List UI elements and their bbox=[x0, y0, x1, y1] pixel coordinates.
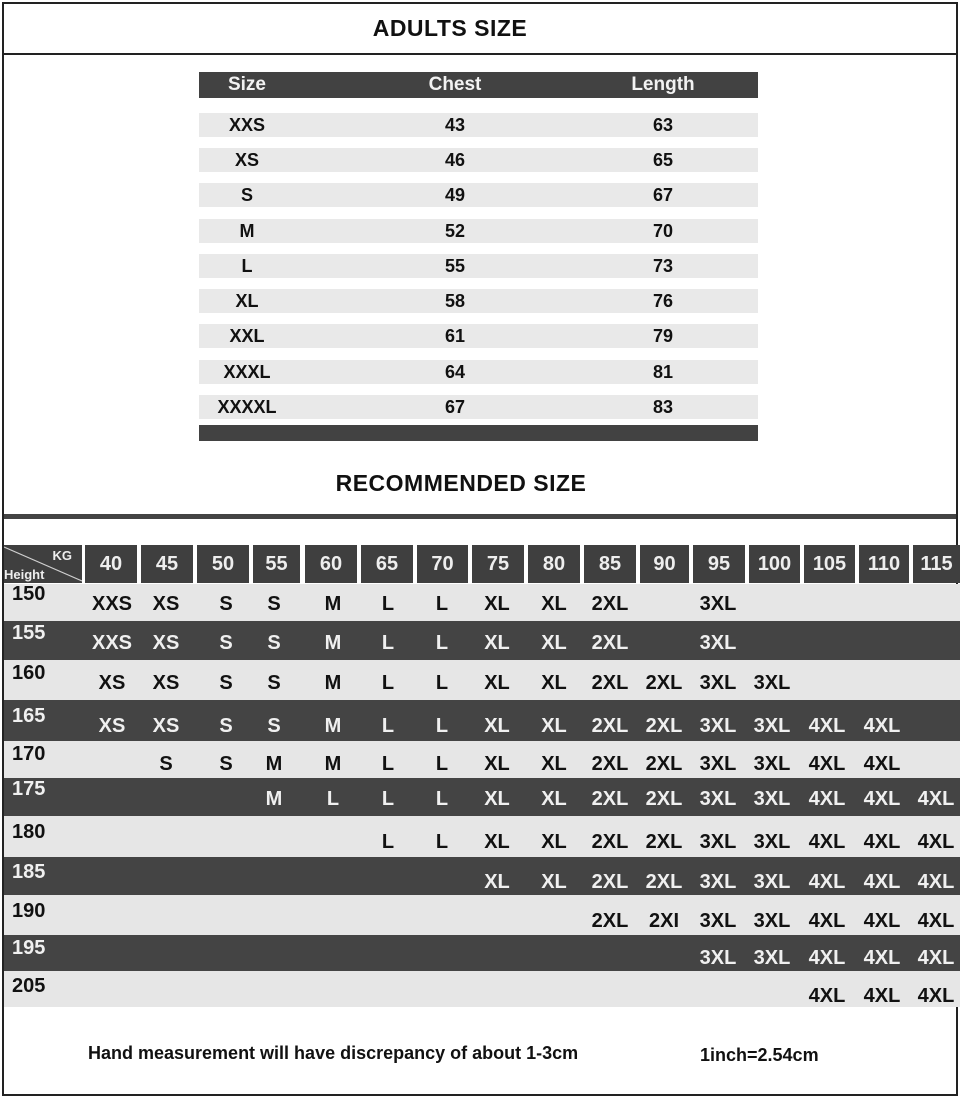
size-row bbox=[199, 113, 758, 137]
chest-cell: 55 bbox=[444, 255, 466, 276]
recommended-size-cell: 4XL bbox=[917, 985, 955, 1007]
recommended-size-cell: 2XL bbox=[591, 871, 629, 893]
header-length: Length bbox=[631, 74, 695, 95]
adults-size-table bbox=[199, 72, 758, 417]
recommended-size-cell: L bbox=[381, 788, 395, 810]
recommended-size-cell: L bbox=[381, 753, 395, 775]
chest-cell: 43 bbox=[444, 114, 466, 135]
recommended-size-cell: S bbox=[219, 753, 233, 775]
weight-header: 105 bbox=[804, 545, 855, 583]
recommended-size-cell: L bbox=[381, 632, 395, 654]
recommended-size-cell: 3XL bbox=[699, 831, 737, 853]
recommended-size-cell: 4XL bbox=[808, 910, 846, 932]
recommended-size-cell: XS bbox=[152, 715, 180, 737]
height-row bbox=[4, 935, 960, 971]
weight-header: 95 bbox=[693, 545, 745, 583]
recommended-size-cell: M bbox=[324, 632, 342, 654]
size-row bbox=[199, 324, 758, 348]
size-cell: S bbox=[240, 184, 253, 205]
height-value: 170 bbox=[12, 743, 46, 765]
recommended-size-cell: XL bbox=[484, 593, 510, 615]
recommended-size-cell: S bbox=[219, 593, 233, 615]
page-title: ADULTS SIZE bbox=[372, 15, 528, 41]
height-value: 175 bbox=[12, 778, 46, 800]
recommended-size-cell: 3XL bbox=[699, 871, 737, 893]
size-cell: XL bbox=[235, 290, 259, 311]
weight-header: 110 bbox=[859, 545, 909, 583]
recommended-size-cell: M bbox=[265, 753, 283, 775]
recommended-size-cell: M bbox=[324, 715, 342, 737]
height-row bbox=[4, 741, 960, 778]
size-cell: XXXXL bbox=[217, 396, 277, 417]
recommended-size-cell: 4XL bbox=[863, 910, 901, 932]
size-row bbox=[199, 395, 758, 419]
weight-header: 115 bbox=[913, 545, 960, 583]
recommended-size-cell: 3XL bbox=[753, 831, 791, 853]
recommended-size-cell: XL bbox=[541, 632, 567, 654]
recommended-size-cell: M bbox=[324, 593, 342, 615]
kg-label: KG bbox=[52, 548, 72, 563]
chest-cell: 61 bbox=[444, 325, 466, 346]
recommended-size-cell: S bbox=[267, 672, 281, 694]
weight-header: 100 bbox=[749, 545, 800, 583]
recommended-size-cell: L bbox=[435, 788, 449, 810]
recommended-size-cell: S bbox=[267, 715, 281, 737]
length-cell: 73 bbox=[652, 255, 674, 276]
length-cell: 67 bbox=[652, 184, 674, 205]
recommended-size-cell: L bbox=[381, 715, 395, 737]
recommended-size-cell: 2XL bbox=[591, 788, 629, 810]
recommended-size-cell: 2XL bbox=[645, 753, 683, 775]
height-value: 150 bbox=[12, 583, 46, 605]
weight-header: 45 bbox=[141, 545, 193, 583]
recommended-size-cell: L bbox=[381, 831, 395, 853]
height-row bbox=[4, 700, 960, 741]
recommended-size-cell: 2XL bbox=[591, 753, 629, 775]
recommended-size-cell: 4XL bbox=[808, 985, 846, 1007]
recommended-size-cell: L bbox=[435, 753, 449, 775]
recommended-size-cell: XS bbox=[152, 632, 180, 654]
size-row bbox=[199, 360, 758, 384]
recommended-size-cell: M bbox=[324, 672, 342, 694]
recommended-size-cell: XL bbox=[484, 632, 510, 654]
size-row bbox=[199, 289, 758, 313]
recommended-size-cell: 2XL bbox=[591, 910, 629, 932]
recommended-size-cell: 2XI bbox=[648, 910, 680, 932]
recommended-size-cell: XL bbox=[484, 715, 510, 737]
recommended-size-cell: 4XL bbox=[917, 788, 955, 810]
recommended-size-cell: 4XL bbox=[863, 985, 901, 1007]
kg-height-corner bbox=[4, 545, 82, 583]
recommended-size-cell: XL bbox=[541, 715, 567, 737]
recommended-size-cell: S bbox=[219, 632, 233, 654]
header-chest: Chest bbox=[428, 74, 482, 95]
recommended-size-cell: 2XL bbox=[645, 871, 683, 893]
recommended-size-cell: S bbox=[219, 672, 233, 694]
size-cell: XS bbox=[234, 149, 259, 170]
recommended-size-cell: 3XL bbox=[699, 593, 737, 615]
height-value: 165 bbox=[12, 705, 46, 727]
recommended-size-cell: 3XL bbox=[753, 910, 791, 932]
height-label: Height bbox=[4, 567, 45, 582]
height-value: 160 bbox=[12, 662, 46, 684]
recommended-size-cell: 3XL bbox=[699, 632, 737, 654]
recommended-size-cell: 3XL bbox=[753, 715, 791, 737]
weight-header: 60 bbox=[305, 545, 357, 583]
recommended-size-cell: 4XL bbox=[917, 910, 955, 932]
height-value: 185 bbox=[12, 861, 46, 883]
size-cell: XXL bbox=[229, 325, 265, 346]
recommended-size-cell: L bbox=[435, 632, 449, 654]
length-cell: 70 bbox=[652, 220, 674, 241]
height-row bbox=[4, 660, 960, 700]
recommended-size-cell: XS bbox=[152, 672, 180, 694]
weight-header: 40 bbox=[85, 545, 137, 583]
recommended-size-cell: 2XL bbox=[645, 831, 683, 853]
recommended-size-cell: M bbox=[324, 753, 342, 775]
size-cell: M bbox=[239, 220, 255, 241]
recommended-size-cell: S bbox=[159, 753, 173, 775]
height-value: 190 bbox=[12, 900, 46, 922]
recommended-size-cell: XL bbox=[484, 672, 510, 694]
recommended-size-cell: 4XL bbox=[808, 947, 846, 969]
height-value: 180 bbox=[12, 821, 46, 843]
recommended-size-cell: L bbox=[381, 593, 395, 615]
size-cell: L bbox=[241, 255, 253, 276]
recommended-size-cell: L bbox=[326, 788, 340, 810]
chest-cell: 46 bbox=[444, 149, 466, 170]
recommended-size-cell: 4XL bbox=[808, 753, 846, 775]
chest-cell: 52 bbox=[444, 220, 466, 241]
measurement-note: Hand measurement will have discrepancy of about 1-3cm bbox=[88, 1043, 579, 1063]
recommended-size-cell: 4XL bbox=[917, 871, 955, 893]
height-value: 155 bbox=[12, 622, 46, 644]
recommended-size-cell: 4XL bbox=[808, 831, 846, 853]
recommended-size-cell: XXS bbox=[91, 632, 133, 654]
recommended-size-cell: 2XL bbox=[645, 715, 683, 737]
recommended-size-cell: 3XL bbox=[753, 947, 791, 969]
weight-header: 55 bbox=[253, 545, 300, 583]
recommended-title: RECOMMENDED SIZE bbox=[335, 470, 587, 496]
length-cell: 79 bbox=[652, 325, 674, 346]
recommended-size-cell: XL bbox=[541, 753, 567, 775]
chest-cell: 58 bbox=[444, 290, 466, 311]
height-value: 205 bbox=[12, 975, 46, 997]
recommended-size-cell: 4XL bbox=[863, 753, 901, 775]
recommended-size-cell: 2XL bbox=[591, 593, 629, 615]
recommended-size-cell: 4XL bbox=[863, 947, 901, 969]
weight-header: 90 bbox=[640, 545, 689, 583]
recommended-size-cell: XL bbox=[541, 593, 567, 615]
size-row bbox=[199, 148, 758, 172]
recommended-size-cell: L bbox=[435, 831, 449, 853]
size-table-footer-bar bbox=[199, 425, 758, 441]
title-bar bbox=[4, 4, 956, 55]
recommended-size-cell: 3XL bbox=[753, 672, 791, 694]
recommended-size-cell: S bbox=[267, 632, 281, 654]
weight-header: 80 bbox=[528, 545, 580, 583]
weight-header: 50 bbox=[197, 545, 249, 583]
recommended-size-cell: 4XL bbox=[863, 715, 901, 737]
inch-conversion: 1inch=2.54cm bbox=[700, 1045, 819, 1065]
height-row bbox=[4, 621, 960, 660]
recommended-size-cell: XL bbox=[484, 831, 510, 853]
size-cell: XXXL bbox=[223, 361, 271, 382]
weight-header: 70 bbox=[417, 545, 468, 583]
recommended-size-cell: XL bbox=[484, 871, 510, 893]
recommended-size-cell: 4XL bbox=[863, 788, 901, 810]
height-row bbox=[4, 857, 960, 895]
recommended-size-cell: L bbox=[435, 593, 449, 615]
recommended-size-cell: XL bbox=[541, 831, 567, 853]
recommended-size-cell: 3XL bbox=[699, 947, 737, 969]
recommended-size-cell: XS bbox=[152, 593, 180, 615]
recommended-size-cell: 3XL bbox=[753, 753, 791, 775]
recommended-size-cell: L bbox=[435, 672, 449, 694]
chest-cell: 67 bbox=[444, 396, 466, 417]
size-row bbox=[199, 219, 758, 243]
recommended-size-cell: 2XL bbox=[645, 672, 683, 694]
recommended-size-cell: 4XL bbox=[917, 947, 955, 969]
recommended-size-cell: XL bbox=[484, 753, 510, 775]
weight-header: 65 bbox=[361, 545, 413, 583]
weight-header: 85 bbox=[584, 545, 636, 583]
recommended-size-cell: 4XL bbox=[863, 831, 901, 853]
size-row bbox=[199, 254, 758, 278]
recommended-size-cell: 3XL bbox=[699, 672, 737, 694]
height-row bbox=[4, 971, 960, 1007]
recommended-size-cell: S bbox=[267, 593, 281, 615]
recommended-size-cell: XL bbox=[541, 871, 567, 893]
recommended-size-cell: 4XL bbox=[808, 715, 846, 737]
recommended-size-cell: 2XL bbox=[591, 632, 629, 654]
recommended-size-cell: L bbox=[435, 715, 449, 737]
recommended-size-cell: S bbox=[219, 715, 233, 737]
recommended-size-cell: XL bbox=[484, 788, 510, 810]
recommended-size-cell: 4XL bbox=[808, 788, 846, 810]
length-cell: 63 bbox=[652, 114, 674, 135]
height-value: 195 bbox=[12, 937, 46, 959]
height-row bbox=[4, 895, 960, 935]
recommended-size-cell: L bbox=[381, 672, 395, 694]
recommended-size-cell: XL bbox=[541, 672, 567, 694]
chest-cell: 49 bbox=[444, 184, 466, 205]
recommended-size-cell: 3XL bbox=[753, 788, 791, 810]
recommended-size-cell: 3XL bbox=[699, 715, 737, 737]
size-cell: XXS bbox=[228, 114, 266, 135]
recommended-size-cell: XS bbox=[98, 672, 126, 694]
height-row bbox=[4, 778, 960, 816]
height-row bbox=[4, 816, 960, 857]
recommended-size-cell: 2XL bbox=[591, 672, 629, 694]
chest-cell: 64 bbox=[444, 361, 466, 382]
header-size: Size bbox=[227, 74, 267, 95]
length-cell: 83 bbox=[652, 396, 674, 417]
height-row bbox=[4, 584, 960, 621]
recommended-size-cell: 2XL bbox=[645, 788, 683, 810]
length-cell: 76 bbox=[652, 290, 674, 311]
recommended-size-cell: 4XL bbox=[917, 831, 955, 853]
recommended-size-cell: XL bbox=[541, 788, 567, 810]
size-table-header bbox=[199, 72, 758, 98]
recommended-divider bbox=[4, 514, 956, 519]
recommended-size-cell: 4XL bbox=[863, 871, 901, 893]
length-cell: 65 bbox=[652, 149, 674, 170]
weight-header: 75 bbox=[472, 545, 524, 583]
recommended-size-cell: 4XL bbox=[808, 871, 846, 893]
size-row bbox=[199, 183, 758, 207]
recommended-size-cell: M bbox=[265, 788, 283, 810]
recommended-size-cell: 2XL bbox=[591, 831, 629, 853]
recommended-size-cell: 3XL bbox=[699, 753, 737, 775]
recommended-size-cell: 3XL bbox=[699, 788, 737, 810]
recommended-size-cell: 2XL bbox=[591, 715, 629, 737]
recommended-size-cell: XS bbox=[98, 715, 126, 737]
recommended-size-cell: 3XL bbox=[753, 871, 791, 893]
recommended-size-cell: XXS bbox=[91, 593, 133, 615]
recommended-size-cell: 3XL bbox=[699, 910, 737, 932]
length-cell: 81 bbox=[652, 361, 674, 382]
